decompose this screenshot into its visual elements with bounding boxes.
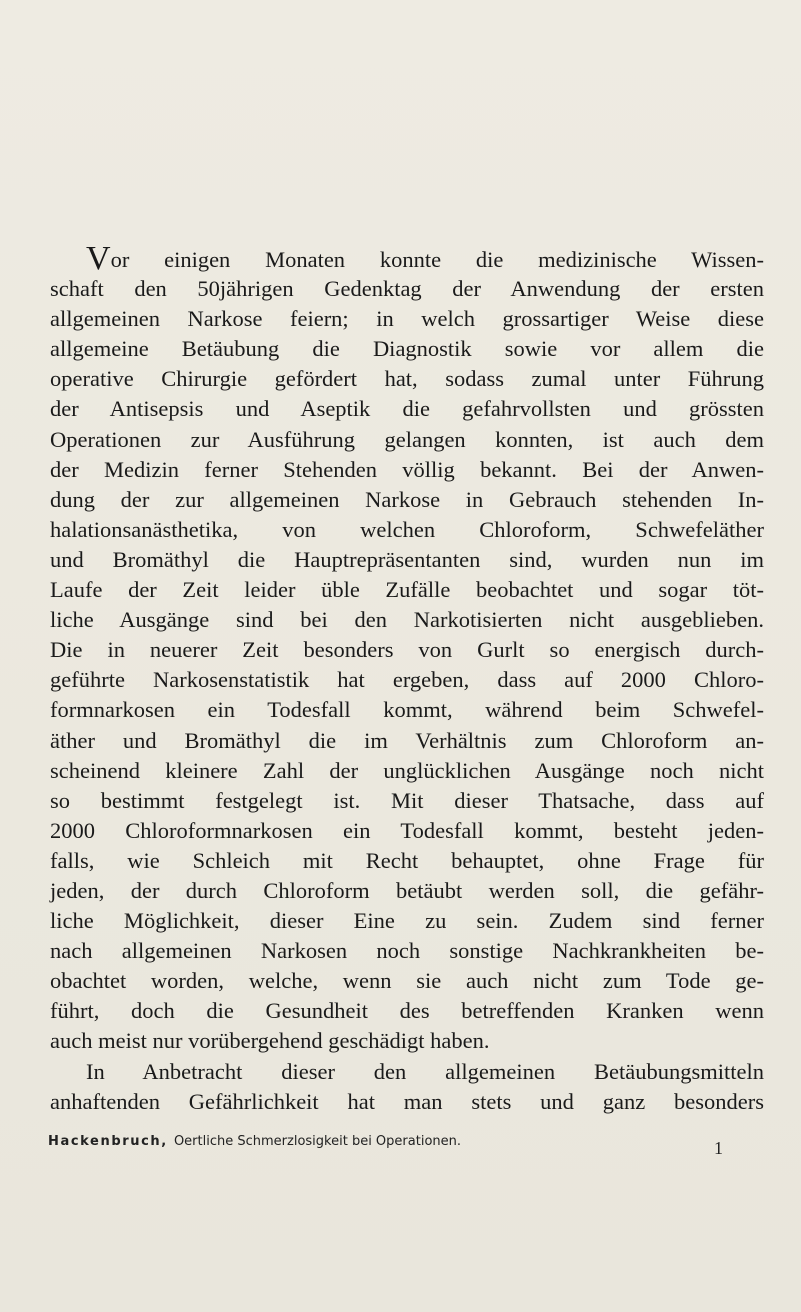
- body-line: schaft den 50jährigen Gedenktag der Anwendung der ersten: [50, 276, 764, 302]
- body-line: 2000 Chloroformnarkosen ein Todesfall kommt, besteht jeden-: [50, 817, 764, 843]
- body-line-1-text: or einigen Monaten konnte die medizinische Wissen-: [110, 247, 764, 272]
- body-line: dung der zur allgemeinen Narkose in Gebrauch stehenden In-: [50, 486, 764, 512]
- body-line: nach allgemeinen Narkosen noch sonstige Nachkrankheiten be-: [50, 938, 764, 964]
- body-line: liche Möglichkeit, dieser Eine zu sein. Zudem sind ferner: [50, 908, 764, 934]
- body-line: falls, wie Schleich mit Recht behauptet, ohne Frage für: [50, 847, 764, 873]
- body-line: der Antisepsis und Aseptik die gefahrvollsten und grössten: [50, 396, 764, 422]
- body-line: jeden, der durch Chloroform betäubt werden soll, die gefähr-: [50, 877, 764, 903]
- footer-title: Oertliche Schmerzlosigkeit bei Operationen.: [173, 1134, 462, 1149]
- footer-author: Hackenbruch,: [48, 1134, 168, 1149]
- drop-cap: V: [86, 240, 111, 277]
- body-line: geführte Narkosenstatistik hat ergeben, dass auf 2000 Chloro-: [50, 667, 764, 693]
- body-line: anhaftenden Gefährlichkeit hat man stets und ganz besonders: [50, 1088, 764, 1114]
- body-line: so bestimmt festgelegt ist. Mit dieser Thatsache, dass auf: [50, 787, 764, 813]
- page-footer: [48, 1134, 768, 1156]
- body-line: führt, doch die Gesundheit des betreffenden Kranken wenn: [50, 998, 764, 1024]
- body-line: obachtet worden, welche, wenn sie auch nicht zum Tode ge-: [50, 968, 764, 994]
- body-line: der Medizin ferner Stehenden völlig bekannt. Bei der Anwen-: [50, 456, 764, 482]
- body-line: operative Chirurgie gefördert hat, sodass zumal unter Führung: [50, 366, 764, 392]
- body-text: [50, 240, 764, 1117]
- body-line: Die in neuerer Zeit besonders von Gurlt so energisch durch-: [50, 637, 764, 663]
- body-line: formnarkosen ein Todesfall kommt, während beim Schwefel-: [50, 697, 764, 723]
- body-line-1: [50, 240, 764, 277]
- body-line: Operationen zur Ausführung gelangen konnten, ist auch dem: [50, 426, 764, 452]
- body-line-paragraph-end: auch meist nur vorübergehend geschädigt haben.: [50, 1028, 490, 1054]
- body-line: scheinend kleinere Zahl der unglücklichen Ausgänge noch nicht: [50, 757, 764, 783]
- body-line: allgemeinen Narkose feiern; in welch grossartiger Weise diese: [50, 306, 764, 332]
- body-line: liche Ausgänge sind bei den Narkotisierten nicht ausgeblieben.: [50, 607, 764, 633]
- body-line: äther und Bromäthyl die im Verhältnis zum Chloroform an-: [50, 727, 764, 753]
- body-line: halationsanästhetika, von welchen Chloroform, Schwefeläther: [50, 516, 764, 542]
- body-line-paragraph-start: In Anbetracht dieser den allgemeinen Betäubungsmitteln: [86, 1058, 764, 1084]
- signature-mark: 1: [714, 1138, 723, 1158]
- body-line: und Bromäthyl die Hauptrepräsentanten sind, wurden nun im: [50, 546, 764, 572]
- body-line: allgemeine Betäubung die Diagnostik sowie vor allem die: [50, 336, 764, 362]
- body-line: Laufe der Zeit leider üble Zufälle beobachtet und sogar töt-: [50, 577, 764, 603]
